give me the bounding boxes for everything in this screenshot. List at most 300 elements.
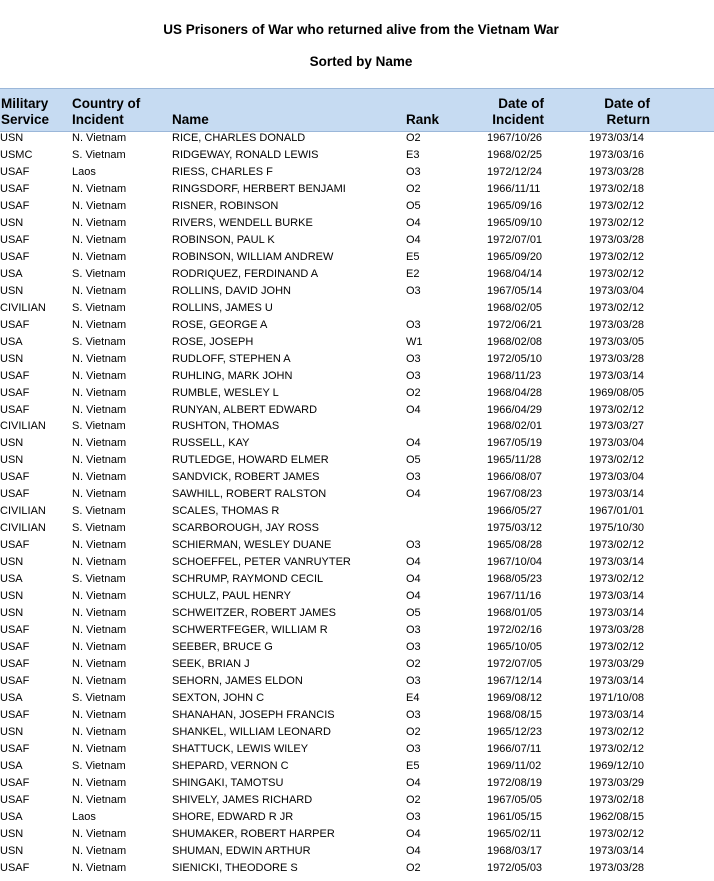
table-row bbox=[0, 164, 714, 181]
cell-military-service: USA bbox=[0, 573, 23, 586]
cell-country: S. Vietnam bbox=[72, 267, 126, 280]
cell-date-return: 1973/03/14 bbox=[589, 708, 645, 721]
cell-country: N. Vietnam bbox=[72, 233, 127, 246]
table-row bbox=[0, 181, 714, 198]
cell-military-service: USAF bbox=[0, 182, 30, 195]
cell-country: S. Vietnam bbox=[72, 691, 126, 704]
cell-name: RUMBLE, WESLEY L bbox=[172, 386, 279, 399]
cell-country: Laos bbox=[72, 810, 96, 823]
cell-date-incident: 1965/11/28 bbox=[487, 454, 542, 467]
table-row bbox=[0, 554, 714, 571]
cell-date-incident: 1967/05/19 bbox=[487, 437, 543, 450]
cell-date-incident: 1967/05/14 bbox=[487, 284, 543, 297]
cell-name: ROBINSON, PAUL K bbox=[172, 233, 275, 246]
cell-country: N. Vietnam bbox=[72, 641, 127, 654]
cell-country: S. Vietnam bbox=[72, 573, 126, 586]
cell-country: N. Vietnam bbox=[72, 556, 127, 569]
cell-country: N. Vietnam bbox=[72, 471, 127, 484]
cell-name: ROSE, GEORGE A bbox=[172, 318, 268, 331]
cell-military-service: USA bbox=[0, 335, 23, 348]
cell-country: N. Vietnam bbox=[72, 827, 127, 840]
cell-date-return: 1973/02/12 bbox=[589, 641, 645, 654]
cell-date-incident: 1965/08/28 bbox=[487, 539, 543, 552]
cell-country: S. Vietnam bbox=[72, 420, 126, 433]
table-row bbox=[0, 622, 714, 639]
cell-date-incident: 1972/07/05 bbox=[487, 658, 543, 671]
cell-rank: O3 bbox=[406, 624, 421, 637]
cell-date-return: 1975/10/30 bbox=[589, 522, 645, 535]
cell-name: SEXTON, JOHN C bbox=[172, 691, 265, 704]
cell-name: RUNYAN, ALBERT EDWARD bbox=[172, 403, 318, 416]
cell-date-incident: 1967/10/04 bbox=[487, 556, 543, 569]
header-country-of-incident: Country of Incident bbox=[72, 96, 141, 127]
cell-name: SCHWEITZER, ROBERT JAMES bbox=[172, 607, 337, 620]
cell-country: N. Vietnam bbox=[72, 675, 127, 687]
cell-date-return: 1962/08/15 bbox=[589, 810, 645, 823]
cell-date-incident: 1965/09/16 bbox=[487, 199, 543, 212]
cell-date-return: 1973/03/28 bbox=[589, 624, 645, 637]
cell-date-return: 1973/03/14 bbox=[589, 132, 645, 144]
cell-rank: O4 bbox=[406, 233, 421, 246]
cell-date-incident: 1969/08/12 bbox=[487, 691, 543, 704]
cell-name: SCALES, THOMAS R bbox=[172, 505, 280, 518]
cell-country: N. Vietnam bbox=[72, 488, 127, 501]
cell-military-service: USN bbox=[0, 590, 24, 603]
cell-military-service: CIVILIAN bbox=[0, 420, 46, 433]
cell-name: SAWHILL, ROBERT RALSTON bbox=[172, 488, 327, 501]
cell-country: N. Vietnam bbox=[72, 250, 127, 263]
cell-date-incident: 1968/11/23 bbox=[487, 369, 542, 382]
cell-military-service: USAF bbox=[0, 488, 30, 501]
cell-rank: W1 bbox=[406, 335, 423, 348]
cell-date-incident: 1968/02/25 bbox=[487, 148, 543, 161]
cell-name: SHORE, EDWARD R JR bbox=[172, 810, 294, 823]
cell-rank: O4 bbox=[406, 827, 421, 840]
table-row bbox=[0, 843, 714, 860]
cell-military-service: USN bbox=[0, 454, 24, 467]
cell-rank: O4 bbox=[406, 437, 421, 450]
cell-date-return: 1973/02/12 bbox=[589, 301, 645, 314]
cell-country: N. Vietnam bbox=[72, 590, 127, 603]
table-row bbox=[0, 656, 714, 673]
cell-name: SHUMAKER, ROBERT HARPER bbox=[172, 827, 335, 840]
cell-country: N. Vietnam bbox=[72, 132, 127, 144]
cell-rank: O4 bbox=[406, 844, 421, 857]
table-row bbox=[0, 317, 714, 334]
cell-military-service: USMC bbox=[0, 148, 33, 161]
cell-name: ROBINSON, WILLIAM ANDREW bbox=[172, 250, 334, 263]
cell-rank: O4 bbox=[406, 488, 421, 501]
cell-military-service: CIVILIAN bbox=[0, 505, 46, 518]
cell-name: RINGSDORF, HERBERT BENJAMI bbox=[172, 182, 346, 195]
cell-country: N. Vietnam bbox=[72, 318, 127, 331]
cell-date-return: 1973/02/12 bbox=[589, 403, 645, 416]
table-row bbox=[0, 503, 714, 520]
cell-country: N. Vietnam bbox=[72, 539, 127, 552]
cell-date-return: 1973/02/12 bbox=[589, 539, 645, 552]
cell-military-service: USN bbox=[0, 725, 24, 738]
cell-military-service: USAF bbox=[0, 641, 30, 654]
cell-country: N. Vietnam bbox=[72, 658, 127, 671]
cell-military-service: USN bbox=[0, 132, 24, 144]
cell-country: N. Vietnam bbox=[72, 352, 127, 365]
cell-date-return: 1973/03/28 bbox=[589, 861, 645, 874]
table-row bbox=[0, 215, 714, 232]
table-row bbox=[0, 351, 714, 368]
table-row bbox=[0, 198, 714, 215]
table-row bbox=[0, 452, 714, 469]
cell-rank: E5 bbox=[406, 250, 420, 263]
cell-date-incident: 1967/11/16 bbox=[487, 590, 542, 603]
cell-date-incident: 1968/04/28 bbox=[487, 386, 543, 399]
table-row bbox=[0, 639, 714, 656]
cell-rank: O4 bbox=[406, 590, 421, 603]
cell-name: SEEK, BRIAN J bbox=[172, 658, 250, 671]
table-row bbox=[0, 435, 714, 452]
cell-date-return: 1973/02/12 bbox=[589, 573, 645, 586]
cell-date-incident: 1967/08/23 bbox=[487, 488, 543, 501]
cell-name: ROSE, JOSEPH bbox=[172, 335, 254, 348]
cell-country: Laos bbox=[72, 165, 96, 178]
cell-rank: O4 bbox=[406, 216, 421, 229]
cell-country: N. Vietnam bbox=[72, 182, 127, 195]
cell-rank: O3 bbox=[406, 675, 421, 687]
table-row bbox=[0, 418, 714, 435]
cell-country: S. Vietnam bbox=[72, 505, 126, 518]
cell-date-incident: 1965/02/11 bbox=[487, 827, 542, 840]
cell-date-incident: 1965/09/20 bbox=[487, 250, 543, 263]
cell-date-return: 1973/03/14 bbox=[589, 556, 645, 569]
cell-date-return: 1973/02/18 bbox=[589, 793, 645, 806]
cell-rank: O3 bbox=[406, 810, 421, 823]
cell-date-incident: 1965/10/05 bbox=[487, 641, 543, 654]
table-row bbox=[0, 249, 714, 266]
table-row bbox=[0, 402, 714, 419]
cell-date-incident: 1966/07/11 bbox=[487, 742, 542, 755]
cell-date-incident: 1972/05/03 bbox=[487, 861, 543, 874]
cell-name: RIESS, CHARLES F bbox=[172, 165, 273, 178]
cell-date-return: 1973/02/12 bbox=[589, 742, 645, 755]
cell-name: RUHLING, MARK JOHN bbox=[172, 369, 293, 382]
header-name: Name bbox=[172, 112, 209, 127]
cell-name: SHEPARD, VERNON C bbox=[172, 759, 289, 772]
cell-name: SHUMAN, EDWIN ARTHUR bbox=[172, 844, 311, 857]
cell-name: SANDVICK, ROBERT JAMES bbox=[172, 471, 320, 484]
cell-date-incident: 1966/05/27 bbox=[487, 505, 543, 518]
cell-rank: O2 bbox=[406, 793, 421, 806]
cell-military-service: USAF bbox=[0, 199, 30, 212]
cell-country: N. Vietnam bbox=[72, 725, 127, 738]
cell-date-return: 1973/03/28 bbox=[589, 352, 645, 365]
cell-rank: O4 bbox=[406, 776, 421, 789]
cell-date-return: 1973/03/14 bbox=[589, 844, 645, 857]
cell-date-incident: 1972/08/19 bbox=[487, 776, 543, 789]
cell-rank: O2 bbox=[406, 658, 421, 671]
document-title: US Prisoners of War who returned alive from the Vietnam War bbox=[163, 22, 559, 37]
cell-military-service: USAF bbox=[0, 742, 30, 755]
table-row bbox=[0, 130, 714, 147]
cell-military-service: USA bbox=[0, 267, 23, 280]
cell-country: N. Vietnam bbox=[72, 844, 127, 857]
cell-date-incident: 1968/02/05 bbox=[487, 301, 543, 314]
cell-military-service: USN bbox=[0, 284, 24, 297]
table-row bbox=[0, 758, 714, 775]
cell-country: S. Vietnam bbox=[72, 335, 126, 348]
table-row bbox=[0, 809, 714, 826]
cell-name: SCHULZ, PAUL HENRY bbox=[172, 590, 291, 603]
cell-military-service: USAF bbox=[0, 624, 30, 637]
cell-name: SHANAHAN, JOSEPH FRANCIS bbox=[172, 708, 335, 721]
cell-name: SCHOEFFEL, PETER VANRUYTER bbox=[172, 556, 351, 569]
cell-military-service: USAF bbox=[0, 386, 30, 399]
cell-date-return: 1973/03/04 bbox=[589, 284, 645, 297]
cell-military-service: USAF bbox=[0, 369, 30, 382]
cell-date-return: 1973/03/16 bbox=[589, 148, 645, 161]
cell-country: S. Vietnam bbox=[72, 522, 126, 535]
table-row bbox=[0, 707, 714, 724]
cell-name: SIENICKI, THEODORE S bbox=[172, 861, 298, 874]
cell-date-return: 1973/03/28 bbox=[589, 233, 645, 246]
table-row bbox=[0, 741, 714, 758]
cell-country: N. Vietnam bbox=[72, 776, 127, 789]
header-military-service: Military Service bbox=[1, 96, 50, 127]
cell-country: N. Vietnam bbox=[72, 437, 127, 450]
cell-date-return: 1973/02/12 bbox=[589, 725, 645, 738]
cell-military-service: CIVILIAN bbox=[0, 301, 46, 314]
cell-military-service: USA bbox=[0, 759, 23, 772]
cell-date-incident: 1968/08/15 bbox=[487, 708, 543, 721]
cell-rank: E3 bbox=[406, 148, 420, 161]
cell-name: RUTLEDGE, HOWARD ELMER bbox=[172, 454, 329, 467]
cell-rank: O3 bbox=[406, 539, 421, 552]
cell-country: N. Vietnam bbox=[72, 454, 127, 467]
cell-date-return: 1973/02/12 bbox=[589, 267, 645, 280]
table-row bbox=[0, 860, 714, 877]
cell-rank: E2 bbox=[406, 267, 420, 280]
table-row bbox=[0, 520, 714, 537]
table-row bbox=[0, 775, 714, 792]
cell-rank: O3 bbox=[406, 471, 421, 484]
cell-date-return: 1973/03/28 bbox=[589, 165, 645, 178]
cell-date-incident: 1967/10/26 bbox=[487, 132, 543, 144]
cell-date-return: 1973/03/29 bbox=[589, 776, 645, 789]
cell-date-return: 1973/02/12 bbox=[589, 216, 645, 229]
table-row bbox=[0, 605, 714, 622]
cell-date-return: 1971/10/08 bbox=[589, 691, 645, 704]
cell-country: N. Vietnam bbox=[72, 607, 127, 620]
cell-military-service: USA bbox=[0, 810, 23, 823]
cell-name: RISNER, ROBINSON bbox=[172, 199, 279, 212]
table-row bbox=[0, 724, 714, 741]
table-row bbox=[0, 792, 714, 809]
cell-date-incident: 1968/02/08 bbox=[487, 335, 543, 348]
cell-military-service: USAF bbox=[0, 776, 30, 789]
cell-date-return: 1973/03/05 bbox=[589, 335, 645, 348]
cell-date-incident: 1967/12/14 bbox=[487, 675, 543, 687]
cell-rank: O5 bbox=[406, 607, 421, 620]
cell-military-service: USN bbox=[0, 437, 24, 450]
table-row bbox=[0, 266, 714, 283]
cell-country: S. Vietnam bbox=[72, 759, 126, 772]
cell-military-service: USN bbox=[0, 556, 24, 569]
table-row bbox=[0, 588, 714, 605]
cell-rank: O3 bbox=[406, 352, 421, 365]
cell-military-service: USN bbox=[0, 216, 24, 229]
cell-military-service: USAF bbox=[0, 539, 30, 552]
cell-country: N. Vietnam bbox=[72, 793, 127, 806]
cell-date-incident: 1966/11/11 bbox=[487, 182, 541, 195]
cell-date-incident: 1972/12/24 bbox=[487, 165, 543, 178]
cell-date-return: 1973/02/12 bbox=[589, 250, 645, 263]
cell-rank: O3 bbox=[406, 641, 421, 654]
cell-name: SHIVELY, JAMES RICHARD bbox=[172, 793, 313, 806]
cell-date-return: 1969/12/10 bbox=[589, 759, 645, 772]
cell-rank: O2 bbox=[406, 861, 421, 874]
table-row bbox=[0, 690, 714, 707]
cell-name: SCHIERMAN, WESLEY DUANE bbox=[172, 539, 332, 552]
table-row bbox=[0, 537, 714, 554]
cell-rank: O2 bbox=[406, 725, 421, 738]
cell-military-service: USA bbox=[0, 691, 23, 704]
table-row bbox=[0, 486, 714, 503]
cell-date-return: 1973/03/14 bbox=[589, 488, 645, 501]
cell-military-service: USN bbox=[0, 827, 24, 840]
cell-date-return: 1973/03/14 bbox=[589, 675, 645, 687]
cell-military-service: USAF bbox=[0, 861, 30, 874]
cell-rank: O4 bbox=[406, 556, 421, 569]
cell-military-service: USAF bbox=[0, 165, 30, 178]
cell-military-service: USAF bbox=[0, 471, 30, 484]
table-row bbox=[0, 334, 714, 351]
cell-country: N. Vietnam bbox=[72, 386, 127, 399]
cell-name: RIVERS, WENDELL BURKE bbox=[172, 216, 313, 229]
cell-date-incident: 1972/07/01 bbox=[487, 233, 543, 246]
cell-date-incident: 1967/05/05 bbox=[487, 793, 543, 806]
cell-date-incident: 1966/04/29 bbox=[487, 403, 543, 416]
cell-rank: O4 bbox=[406, 403, 421, 416]
cell-military-service: CIVILIAN bbox=[0, 522, 46, 535]
cell-rank: O3 bbox=[406, 708, 421, 721]
cell-date-incident: 1968/01/05 bbox=[487, 607, 543, 620]
table-row bbox=[0, 826, 714, 843]
cell-rank: O2 bbox=[406, 386, 421, 399]
cell-military-service: USAF bbox=[0, 250, 30, 263]
cell-military-service: USN bbox=[0, 607, 24, 620]
cell-military-service: USAF bbox=[0, 403, 30, 416]
cell-date-return: 1973/03/14 bbox=[589, 369, 645, 382]
cell-date-incident: 1969/11/02 bbox=[487, 759, 542, 772]
cell-name: SEEBER, BRUCE G bbox=[172, 641, 273, 654]
table-row bbox=[0, 232, 714, 249]
cell-rank: O2 bbox=[406, 182, 421, 195]
table-body bbox=[0, 130, 714, 877]
cell-date-incident: 1968/05/23 bbox=[487, 573, 543, 586]
cell-military-service: USN bbox=[0, 844, 24, 857]
cell-name: RIDGEWAY, RONALD LEWIS bbox=[172, 148, 319, 161]
cell-country: N. Vietnam bbox=[72, 403, 127, 416]
cell-date-return: 1973/03/04 bbox=[589, 471, 645, 484]
cell-rank: E4 bbox=[406, 691, 420, 704]
cell-country: N. Vietnam bbox=[72, 861, 127, 874]
cell-country: N. Vietnam bbox=[72, 369, 127, 382]
table-row bbox=[0, 147, 714, 164]
cell-date-incident: 1968/04/14 bbox=[487, 267, 543, 280]
cell-date-return: 1967/01/01 bbox=[589, 505, 645, 518]
table-row bbox=[0, 368, 714, 385]
cell-name: SEHORN, JAMES ELDON bbox=[172, 675, 303, 687]
table-row bbox=[0, 283, 714, 300]
cell-military-service: USAF bbox=[0, 708, 30, 721]
cell-name: SHANKEL, WILLIAM LEONARD bbox=[172, 725, 331, 738]
cell-name: RICE, CHARLES DONALD bbox=[172, 132, 306, 144]
cell-rank: O3 bbox=[406, 318, 421, 331]
cell-rank: O4 bbox=[406, 573, 421, 586]
cell-name: RUDLOFF, STEPHEN A bbox=[172, 352, 291, 365]
cell-name: RODRIQUEZ, FERDINAND A bbox=[172, 267, 319, 280]
cell-country: N. Vietnam bbox=[72, 624, 127, 637]
cell-date-return: 1973/02/18 bbox=[589, 182, 645, 195]
cell-date-return: 1973/03/27 bbox=[589, 420, 645, 433]
table-row bbox=[0, 300, 714, 317]
document-subtitle: Sorted by Name bbox=[309, 54, 413, 69]
cell-name: SHATTUCK, LEWIS WILEY bbox=[172, 742, 309, 755]
cell-rank: O3 bbox=[406, 284, 421, 297]
cell-rank: O5 bbox=[406, 454, 421, 467]
table-row bbox=[0, 571, 714, 588]
cell-date-incident: 1966/08/07 bbox=[487, 471, 543, 484]
cell-date-return: 1973/03/28 bbox=[589, 318, 645, 331]
header-date-of-return: Date of Return bbox=[604, 96, 650, 127]
cell-date-incident: 1961/05/15 bbox=[487, 810, 543, 823]
cell-date-return: 1973/02/12 bbox=[589, 454, 645, 467]
cell-date-incident: 1972/06/21 bbox=[487, 318, 543, 331]
cell-rank: O3 bbox=[406, 742, 421, 755]
cell-date-incident: 1968/02/01 bbox=[487, 420, 543, 433]
cell-date-return: 1973/03/14 bbox=[589, 607, 645, 620]
cell-name: RUSSELL, KAY bbox=[172, 437, 250, 450]
cell-rank: O5 bbox=[406, 199, 421, 212]
cell-military-service: USAF bbox=[0, 233, 30, 246]
cell-name: RUSHTON, THOMAS bbox=[172, 420, 280, 433]
table-header bbox=[0, 88, 714, 132]
cell-name: ROLLINS, JAMES U bbox=[172, 301, 273, 314]
cell-country: S. Vietnam bbox=[72, 301, 126, 314]
cell-military-service: USAF bbox=[0, 675, 30, 687]
cell-military-service: USAF bbox=[0, 793, 30, 806]
cell-rank: O3 bbox=[406, 369, 421, 382]
cell-date-incident: 1965/12/23 bbox=[487, 725, 543, 738]
cell-date-return: 1969/08/05 bbox=[589, 386, 645, 399]
cell-name: SHINGAKI, TAMOTSU bbox=[172, 776, 284, 789]
table-row bbox=[0, 673, 714, 690]
cell-date-incident: 1965/09/10 bbox=[487, 216, 543, 229]
cell-date-incident: 1968/03/17 bbox=[487, 844, 543, 857]
cell-name: SCARBOROUGH, JAY ROSS bbox=[172, 522, 319, 535]
cell-country: S. Vietnam bbox=[72, 148, 126, 161]
cell-military-service: USN bbox=[0, 352, 24, 365]
table-row bbox=[0, 385, 714, 402]
cell-country: N. Vietnam bbox=[72, 284, 127, 297]
header-date-of-incident: Date of Incident bbox=[492, 96, 544, 127]
cell-rank: E5 bbox=[406, 759, 420, 772]
cell-date-return: 1973/03/29 bbox=[589, 658, 645, 671]
cell-date-incident: 1972/05/10 bbox=[487, 352, 543, 365]
cell-date-return: 1973/02/12 bbox=[589, 827, 645, 840]
cell-military-service: USAF bbox=[0, 658, 30, 671]
header-rank: Rank bbox=[406, 112, 440, 127]
table-row bbox=[0, 469, 714, 486]
cell-rank: O2 bbox=[406, 132, 421, 144]
